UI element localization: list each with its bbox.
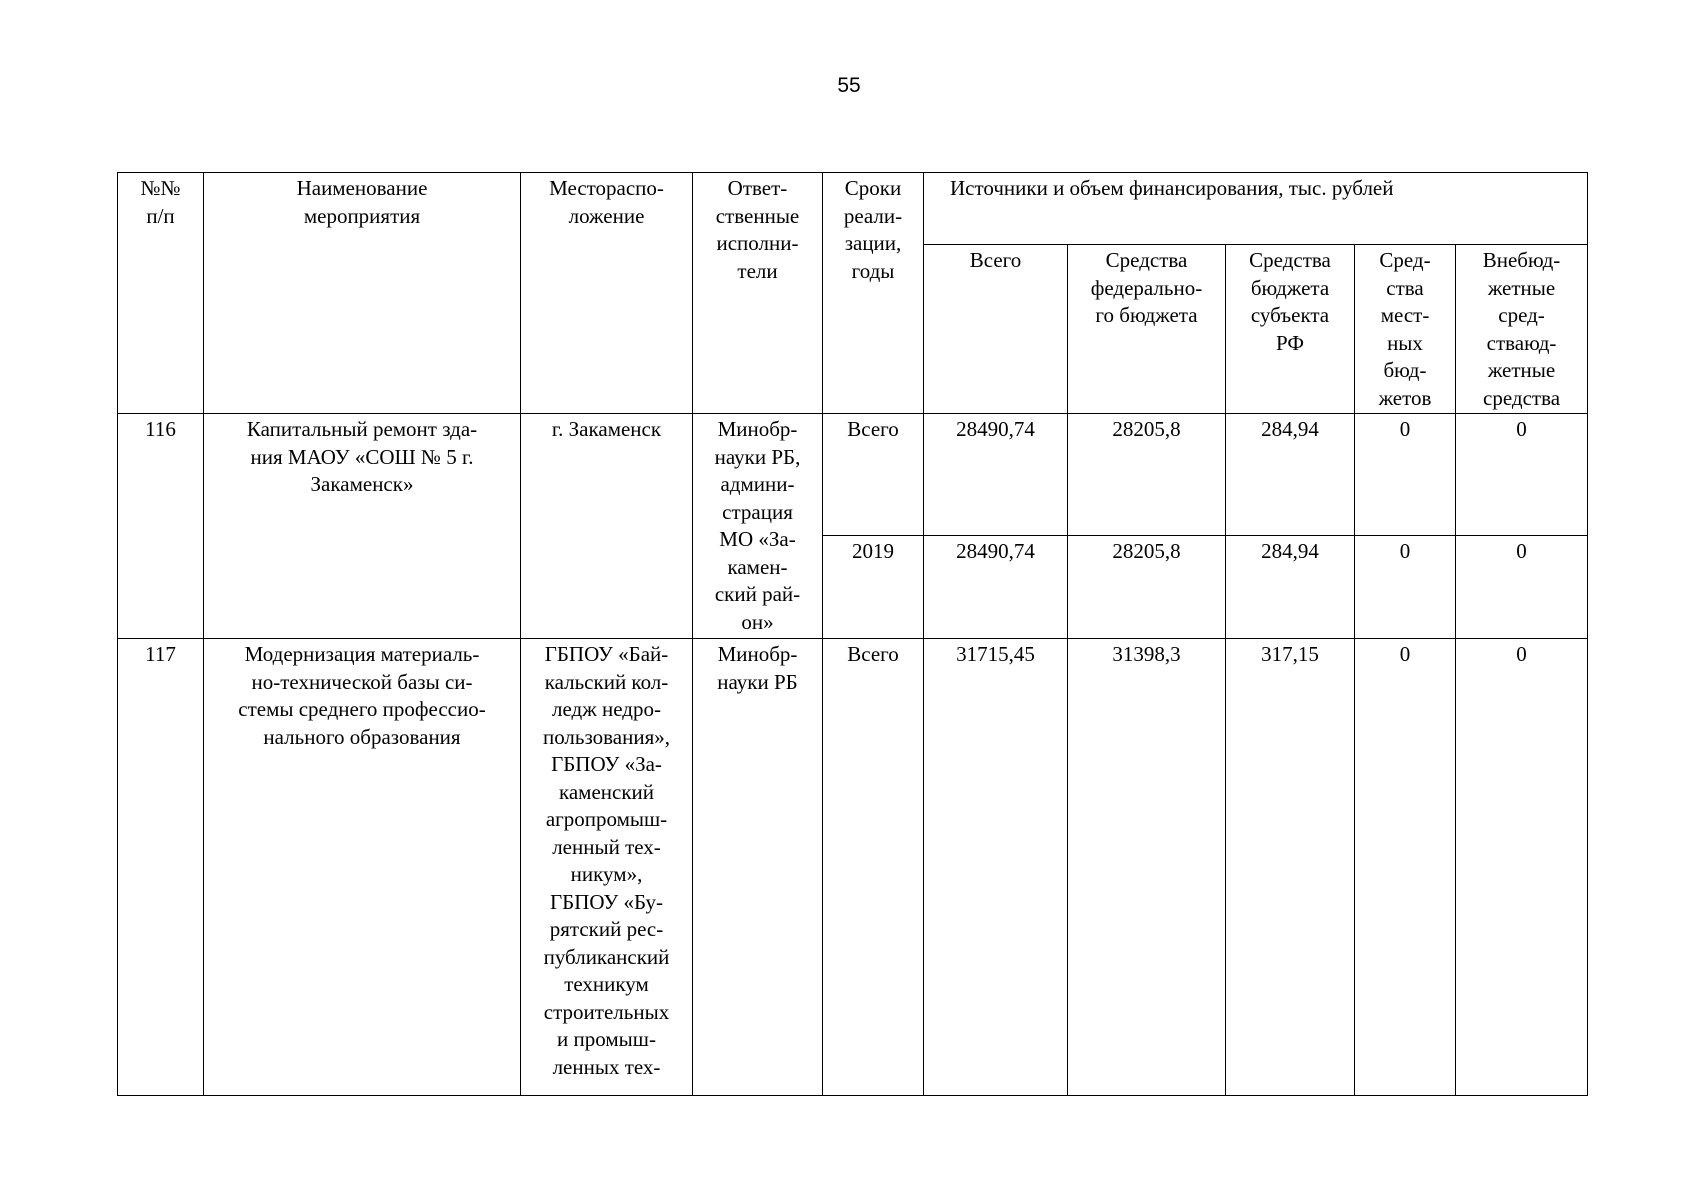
row-total: 31715,45 [924, 639, 1068, 1096]
row-federal: 31398,3 [1068, 639, 1226, 1096]
page-number: 55 [837, 74, 861, 97]
row-location: г. Закаменск [521, 414, 693, 639]
row-federal: 28205,8 [1068, 536, 1226, 639]
row-responsible: Минобр- науки РБ [693, 639, 823, 1096]
row-location: ГБПОУ «Бай- кальский кол- ледж недро- пользования», ГБПОУ «За- каменский агропромыш- ленный тех- никум», ГБПОУ «Бу- рятский рес- публиканский техникум строительных и промыш- ленных тех- [521, 639, 693, 1096]
row-term: 2019 [823, 536, 924, 639]
row-term: Всего [823, 414, 924, 536]
financing-table [117, 172, 1588, 1096]
row-federal: 28205,8 [1068, 414, 1226, 536]
header-local: Сред- ства мест- ных бюд- жетов [1355, 245, 1456, 414]
row-offbudget: 0 [1456, 639, 1588, 1096]
row-num: 116 [118, 414, 204, 639]
row-subject: 284,94 [1226, 414, 1355, 536]
table-row [118, 639, 1588, 1096]
header-row-top [118, 173, 1588, 245]
header-terms: Сроки реали- зации, годы [823, 173, 924, 414]
header-num: №№ п/п [118, 173, 204, 414]
header-name: Наименование мероприятия [204, 173, 521, 414]
row-name: Модернизация материаль- но-технической базы си- стемы среднего профессио- нального образования [204, 639, 521, 1096]
row-subject: 317,15 [1226, 639, 1355, 1096]
row-total: 28490,74 [924, 414, 1068, 536]
header-subject: Средства бюджета субъекта РФ [1226, 245, 1355, 414]
row-local: 0 [1355, 536, 1456, 639]
row-responsible: Минобр- науки РБ, админи- страция МО «За- камен- ский рай- он» [693, 414, 823, 639]
header-offbudget: Внебюд- жетные сред- стваюд- жетные средства [1456, 245, 1588, 414]
row-num: 117 [118, 639, 204, 1096]
row-term: Всего [823, 639, 924, 1096]
header-responsible: Ответ- ственные исполни- тели [693, 173, 823, 414]
row-local: 0 [1355, 639, 1456, 1096]
row-offbudget: 0 [1456, 414, 1588, 536]
table-row [118, 414, 1588, 536]
header-total: Всего [924, 245, 1068, 414]
header-sources: Источники и объем финансирования, тыс. рублей [924, 173, 1588, 245]
header-location: Местораспо- ложение [521, 173, 693, 414]
row-name: Капитальный ремонт зда- ния МАОУ «СОШ № 5 г. Закаменск» [204, 414, 521, 639]
header-federal: Средства федерально- го бюджета [1068, 245, 1226, 414]
row-local: 0 [1355, 414, 1456, 536]
row-total: 28490,74 [924, 536, 1068, 639]
row-subject: 284,94 [1226, 536, 1355, 639]
row-offbudget: 0 [1456, 536, 1588, 639]
